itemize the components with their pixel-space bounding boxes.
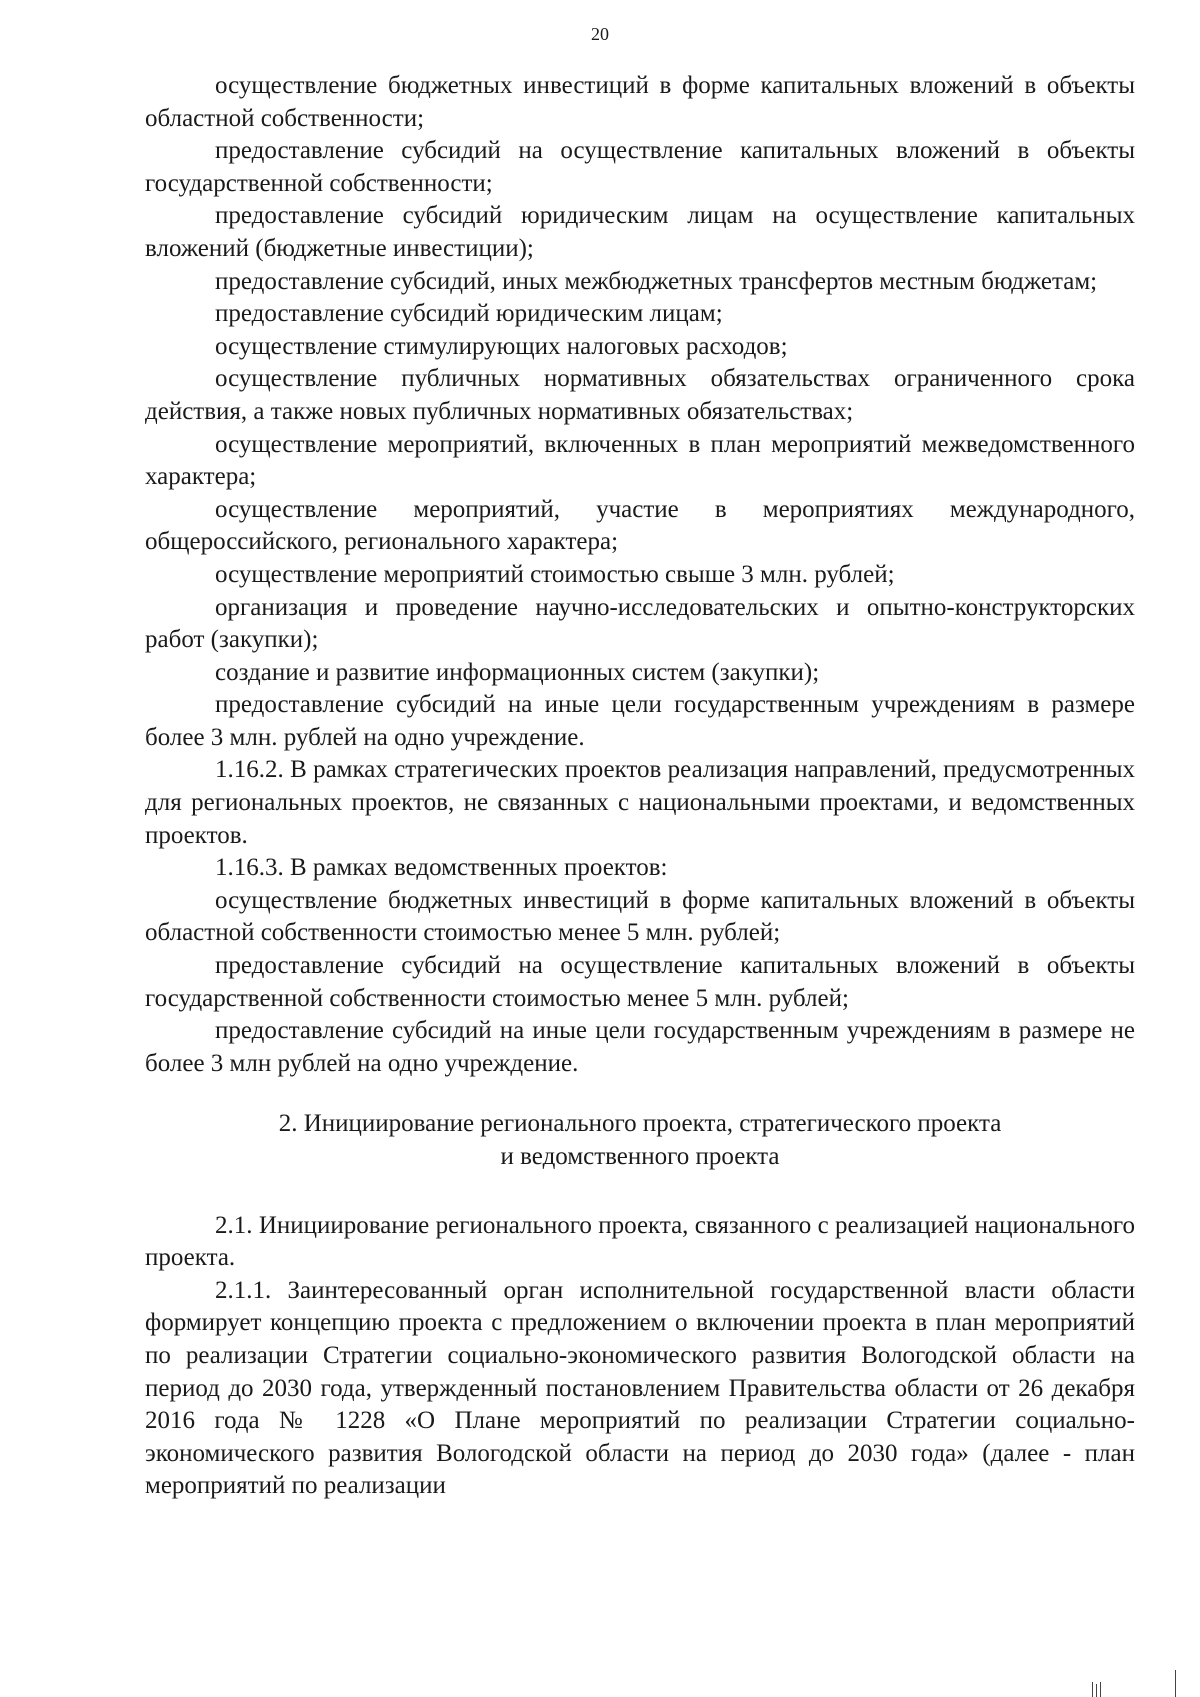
paragraph: осуществление мероприятий, участие в мероприятиях международного, общероссийского, регионального характера; — [145, 495, 1135, 556]
paragraph: 2.1. Инициирование регионального проекта, связанного с реализацией национального проекта. — [145, 1211, 1135, 1272]
scan-artifact — [1100, 1682, 1101, 1697]
paragraph: организация и проведение научно-исследовательских и опытно-конструкторских работ (закупки); — [145, 593, 1135, 654]
paragraph: осуществление публичных нормативных обязательствах ограниченного срока действия, а также новых публичных нормативных обязательствах; — [145, 365, 1135, 425]
paragraph: предоставление субсидий, иных межбюджетных трансфертов местным бюджетам; — [215, 267, 1098, 295]
paragraph: осуществление стимулирующих налоговых расходов; — [215, 332, 788, 360]
page-number: 20 — [591, 24, 609, 44]
paragraph: 1.16.2. В рамках стратегических проектов реализация направлений, предусмотренных для региональных проектов, не связанных с национальными проектами, и ведомственных проектов. — [145, 756, 1135, 849]
paragraph: предоставление субсидий юридическим лицам на осуществление капитальных вложений (бюджетные инвестиции); — [145, 202, 1135, 262]
section-heading — [145, 1108, 1135, 1173]
paragraph: осуществление мероприятий, включенных в план мероприятий межведомственного характера; — [145, 430, 1135, 491]
paragraph: предоставление субсидий на осуществление капитальных вложений в объекты государственной собственности; — [145, 137, 1135, 197]
scan-artifact — [1096, 1684, 1097, 1697]
paragraph: осуществление бюджетных инвестиций в форме капитальных вложений в объекты областной собственности; — [145, 72, 1135, 132]
paragraph: 1.16.3. В рамках ведомственных проектов: — [215, 854, 668, 882]
paragraph: 2.1.1. Заинтересованный орган исполнительной государственной власти области формирует концепцию проекта с предложением о включении проекта в план мероприятий по реализации Стратегии социально-экономического развития Вологодской области на период до 2030 года, утвержденный постановлением Правительства области от 26 декабря 2016 года № 1228 «О Плане мероприятий по реализации Стратегии социально-экономического развития Вологодской области на период до 2030 года» (далее - план мероприятий по реализации — [145, 1276, 1135, 1500]
paragraph: предоставление субсидий на иные цели государственным учреждениям в размере не более 3 млн рублей на одно учреждение. — [145, 1017, 1135, 1077]
paragraph: предоставление субсидий на осуществление капитальных вложений в объекты государственной собственности стоимостью менее 5 млн. рублей; — [145, 952, 1135, 1012]
section-heading-line: 2. Инициирование регионального проекта, стратегического проекта — [278, 1110, 1002, 1138]
paragraph: осуществление бюджетных инвестиций в форме капитальных вложений в объекты областной собственности стоимостью менее 5 млн. рублей; — [145, 886, 1135, 947]
scan-artifact — [1175, 1670, 1176, 1697]
paragraph: создание и развитие информационных систем (закупки); — [215, 658, 820, 686]
scan-artifact — [1092, 1682, 1093, 1697]
paragraph: осуществление мероприятий стоимостью свыше 3 млн. рублей; — [215, 560, 895, 588]
document-body — [145, 70, 1135, 1503]
paragraph: предоставление субсидий на иные цели государственным учреждениям в размере более 3 млн. рублей на одно учреждение. — [145, 691, 1135, 751]
paragraph: предоставление субсидий юридическим лицам; — [215, 300, 723, 328]
section-heading-line: и ведомственного проекта — [500, 1143, 780, 1170]
